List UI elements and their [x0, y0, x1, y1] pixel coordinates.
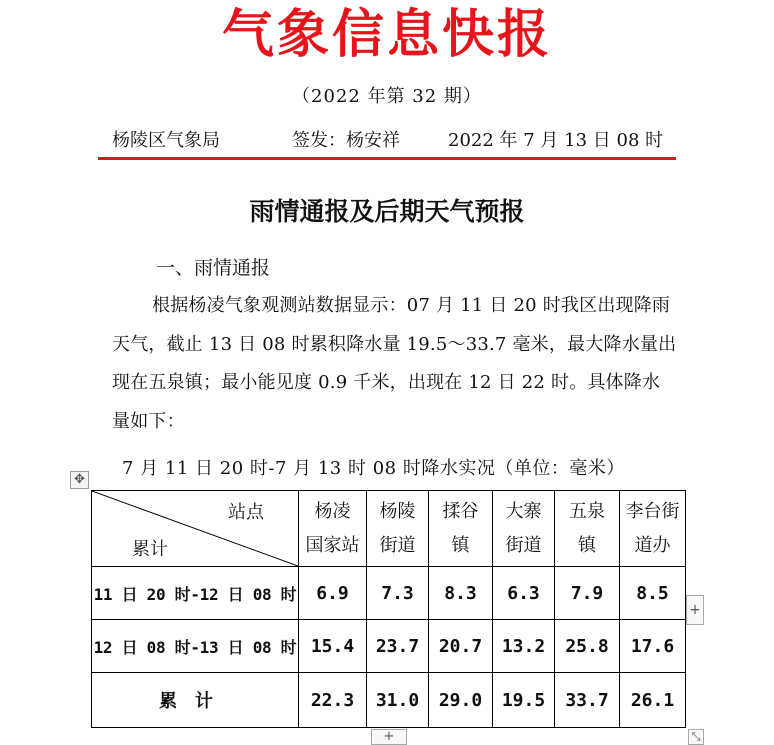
- diagonal-header-cell: [92, 491, 299, 567]
- station-header: 揉谷 镇: [429, 491, 493, 567]
- rainfall-value: 15.4: [299, 620, 367, 673]
- issuing-organization: 杨陵区气象局: [112, 130, 220, 151]
- rainfall-table: [91, 490, 686, 728]
- rain-summary-paragraph: 根据杨凌气象观测站数据显示：07 月 11 日 20 时我区出现降雨天气，截止 13 日 08 时累积降水量 19.5～33.7 毫米，最大降水量出现在五泉镇；最小能见度 0.9 千米，出现在 12 日 22 时。具体降水量如下：: [112, 295, 677, 432]
- table-move-icon[interactable]: ✥: [70, 471, 89, 489]
- rainfall-value: 13.2: [493, 620, 555, 673]
- add-column-button[interactable]: +: [371, 729, 407, 745]
- period-label: 11 日 20 时-12 日 08 时: [92, 567, 299, 620]
- rainfall-value: 6.3: [493, 567, 555, 620]
- red-divider: [98, 157, 676, 160]
- station-header: 李台街 道办: [620, 491, 686, 567]
- masthead-info: [112, 127, 672, 155]
- diagonal-line: [92, 491, 298, 566]
- section-heading-rain: 一、雨情通报: [156, 257, 271, 279]
- total-value: 31.0: [367, 673, 429, 728]
- total-value: 26.1: [620, 673, 686, 728]
- rainfall-value: 17.6: [620, 620, 686, 673]
- issue-date: 2022 年 7 月 13 日 08 时: [448, 130, 664, 151]
- rainfall-value: 25.8: [555, 620, 620, 673]
- table-total-row: [92, 673, 686, 728]
- station-header: 五泉 镇: [555, 491, 620, 567]
- table-header-row: [92, 491, 686, 567]
- station-header: 大寨 街道: [493, 491, 555, 567]
- add-row-button[interactable]: +: [686, 595, 704, 625]
- rainfall-value: 7.9: [555, 567, 620, 620]
- total-value: 29.0: [429, 673, 493, 728]
- total-value: 22.3: [299, 673, 367, 728]
- total-label: 累计: [92, 673, 299, 728]
- total-value: 19.5: [493, 673, 555, 728]
- station-header: 杨凌 国家站: [299, 491, 367, 567]
- table-caption: 7 月 11 日 20 时-7 月 13 时 08 时降水实况（单位：毫米）: [122, 458, 625, 479]
- rainfall-value: 23.7: [367, 620, 429, 673]
- header-cumulative-label: 累计: [132, 539, 168, 560]
- rainfall-value: 8.3: [429, 567, 493, 620]
- total-value: 33.7: [555, 673, 620, 728]
- bulletin-title: 气象信息快报: [221, 5, 552, 65]
- rainfall-value: 6.9: [299, 567, 367, 620]
- report-heading: 雨情通报及后期天气预报: [249, 197, 525, 226]
- period-label: 12 日 08 时-13 日 08 时: [92, 620, 299, 673]
- signer: 签发：杨安祥: [292, 130, 400, 151]
- table-resize-icon[interactable]: ⤡: [688, 729, 704, 745]
- rainfall-value: 7.3: [367, 567, 429, 620]
- issue-number: （2022 年第 32 期）: [292, 86, 482, 107]
- rainfall-value: 8.5: [620, 567, 686, 620]
- rainfall-value: 20.7: [429, 620, 493, 673]
- table-row: [92, 620, 686, 673]
- header-station-label: 站点: [228, 502, 264, 523]
- table-row: [92, 567, 686, 620]
- station-header: 杨陵 街道: [367, 491, 429, 567]
